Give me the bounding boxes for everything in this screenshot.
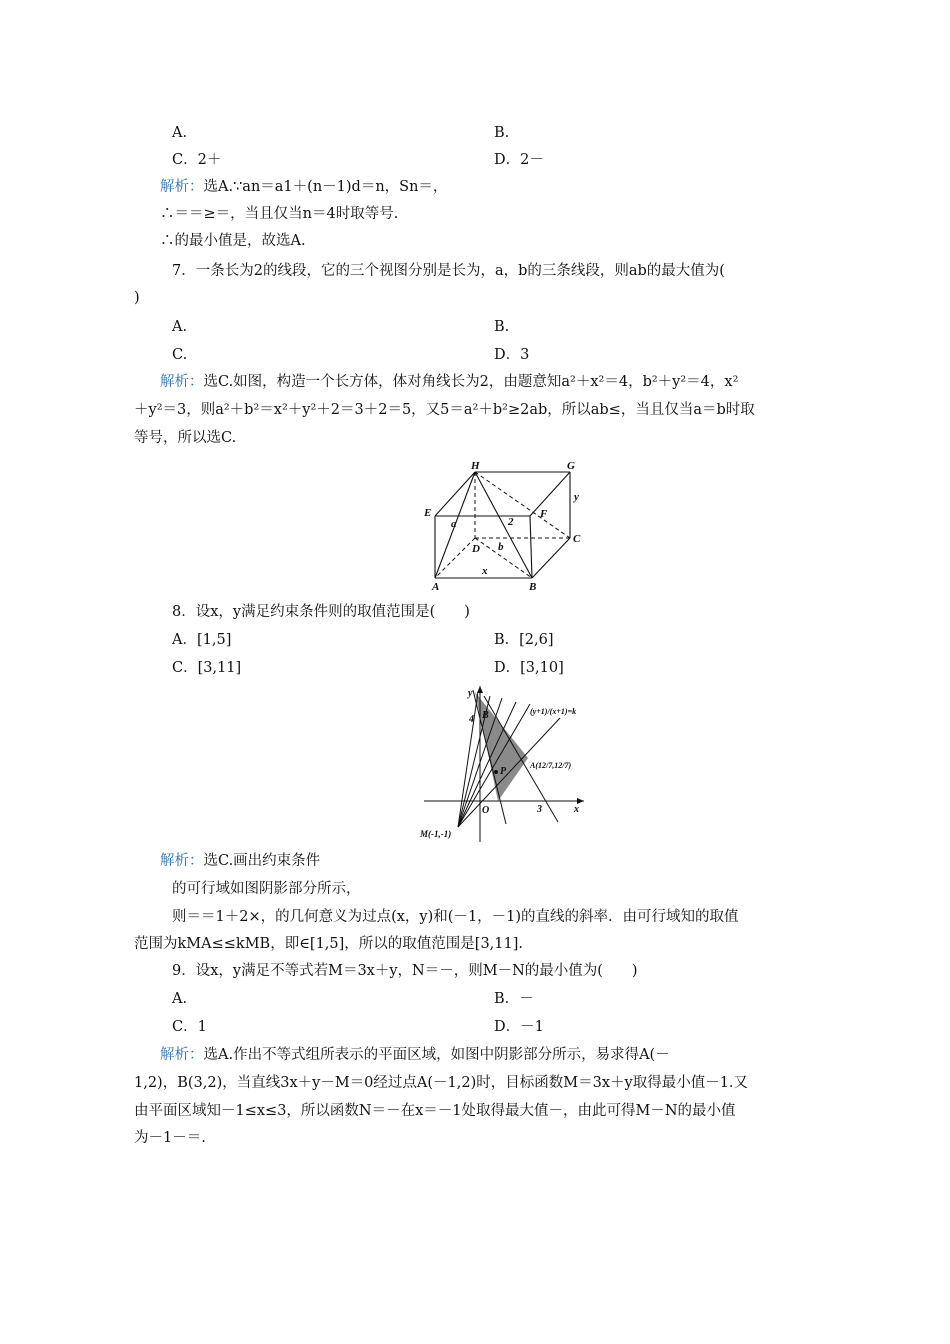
label-e: E bbox=[424, 507, 432, 519]
q9-option-a: A. bbox=[172, 991, 188, 1007]
edge-eh bbox=[435, 472, 475, 516]
q8-option-d: D．[3,10] bbox=[494, 660, 564, 676]
q9-option-d: D．－1 bbox=[494, 1019, 544, 1035]
q8-solution-line-2: 的可行域如图阴影部分所示， bbox=[172, 881, 361, 897]
q8-option-a: A．[1,5] bbox=[172, 632, 232, 648]
q9-solution-line-3: 由平面区域知－1≤x≤3，所以函数N＝－在x＝－1处取得最大值－，由此可得M－N的最小值 bbox=[134, 1103, 736, 1119]
label-c: C bbox=[573, 533, 581, 545]
q6-solution-line-1 bbox=[160, 177, 447, 197]
label-edge-a: a bbox=[451, 518, 457, 530]
label-four: 4 bbox=[469, 714, 474, 725]
q8-stem: 8．设x，y满足约束条件则的取值范围是( ) bbox=[172, 604, 470, 620]
q7-option-c: C. bbox=[172, 347, 188, 363]
label-g: G bbox=[567, 460, 575, 472]
label-h: H bbox=[471, 460, 480, 472]
point-p bbox=[494, 770, 498, 774]
edge-fg bbox=[530, 472, 570, 516]
q9-solution-label: 解析： bbox=[160, 1047, 204, 1063]
q7-option-b: B. bbox=[494, 319, 510, 335]
y-axis-arrow bbox=[477, 686, 483, 693]
label-d: D bbox=[472, 543, 480, 555]
q9-solution-line-2: 1,2)，B(3,2)，当直线3x＋y－M＝0经过点A(－1,2)时，目标函数M＝3x＋y取得最小值－1.又 bbox=[134, 1075, 749, 1091]
label-b: B bbox=[482, 710, 489, 721]
q7-option-a: A. bbox=[172, 319, 188, 335]
q6-option-c: C．2＋ bbox=[172, 152, 222, 168]
q7-stem-line-2: ) bbox=[134, 290, 140, 306]
q9-solution-line-4: 为－1－＝. bbox=[134, 1130, 206, 1146]
q6-solution-line-3: ∴的最小值是，故选A. bbox=[160, 233, 306, 249]
label-edge-y: y bbox=[574, 491, 579, 503]
q8-option-b: B．[2,6] bbox=[494, 632, 554, 648]
label-x: x bbox=[574, 804, 579, 815]
hidden-edge-da bbox=[435, 538, 475, 578]
label-slope: (y+1)/(x+1)=k bbox=[530, 707, 577, 716]
label-y: y bbox=[468, 688, 473, 699]
label-p: P bbox=[500, 766, 507, 777]
hidden-diagonal-hc bbox=[475, 472, 570, 538]
label-two: 2 bbox=[508, 516, 514, 528]
label-origin: O bbox=[482, 805, 490, 816]
q7-solution-line-2: ＋y²＝3，则a²＋b²＝x²＋y²＋2＝3＋2＝5，又5＝a²＋b²≥2ab，所以ab≤，当且仅当a＝b时取 bbox=[134, 402, 755, 418]
label-a: A bbox=[432, 581, 440, 592]
q8-solution-text: 选C.画出约束条件 bbox=[203, 853, 321, 869]
q6-solution-label: 解析： bbox=[160, 179, 204, 195]
q6-solution-text: 选A.∵an＝a1＋(n－1)d＝n，Sn＝， bbox=[203, 179, 448, 195]
label-b: B bbox=[529, 581, 537, 592]
label-a: A(12/7,12/7) bbox=[530, 761, 572, 770]
q6-solution-line-2: ∴＝＝≥＝，当且仅当n＝4时取等号. bbox=[160, 206, 399, 222]
q6-option-b: B. bbox=[494, 125, 510, 141]
cuboid-figure bbox=[420, 460, 590, 592]
q9-solution-line-1 bbox=[160, 1045, 670, 1065]
label-edge-b: b bbox=[498, 541, 504, 553]
edge-fb bbox=[530, 516, 532, 578]
q9-solution-text: 选A.作出不等式组所表示的平面区域，如图中阴影部分所示，易求得A(－ bbox=[203, 1047, 670, 1063]
q8-solution-line-4: 范围为kMA≤≤kMB，即∈[1,5]，所以的取值范围是[3,11]. bbox=[134, 936, 524, 952]
diagonal-hb bbox=[475, 472, 532, 578]
q8-option-c: C．[3,11] bbox=[172, 660, 242, 676]
label-m: M(-1,-1) bbox=[420, 829, 452, 839]
q9-option-b: B．－ bbox=[494, 991, 534, 1007]
label-three: 3 bbox=[537, 804, 542, 815]
q9-stem: 9．设x，y满足不等式若M＝3x＋y，N＝－，则M－N的最小值为( ) bbox=[172, 963, 638, 979]
q7-option-d: D．3 bbox=[494, 347, 530, 363]
q7-solution-text: 选C.如图，构造一个长方体，体对角线长为2，由题意知a²＋x²＝4，b²＋y²＝4，x² bbox=[203, 374, 739, 390]
label-edge-x: x bbox=[482, 565, 488, 577]
q6-option-a: A. bbox=[172, 125, 188, 141]
feasible-region-figure bbox=[418, 684, 590, 844]
edge-bc bbox=[532, 538, 570, 578]
q9-option-c: C．1 bbox=[172, 1019, 207, 1035]
q7-solution-line-1 bbox=[160, 372, 738, 392]
label-f: F bbox=[540, 508, 548, 520]
q6-option-d: D．2－ bbox=[494, 152, 544, 168]
q8-solution-line-1 bbox=[160, 851, 320, 871]
q8-solution-line-3: 则＝＝1＋2×，的几何意义为过点(x，y)和(－1，－1)的直线的斜率．由可行域知的取值 bbox=[172, 909, 739, 925]
q8-solution-label: 解析： bbox=[160, 853, 204, 869]
q7-solution-line-3: 等号，所以选C. bbox=[134, 430, 237, 446]
q7-solution-label: 解析： bbox=[160, 374, 204, 390]
q7-stem-line-1: 7．一条长为2的线段，它的三个视图分别是长为，a，b的三条线段，则ab的最大值为( bbox=[172, 263, 725, 279]
